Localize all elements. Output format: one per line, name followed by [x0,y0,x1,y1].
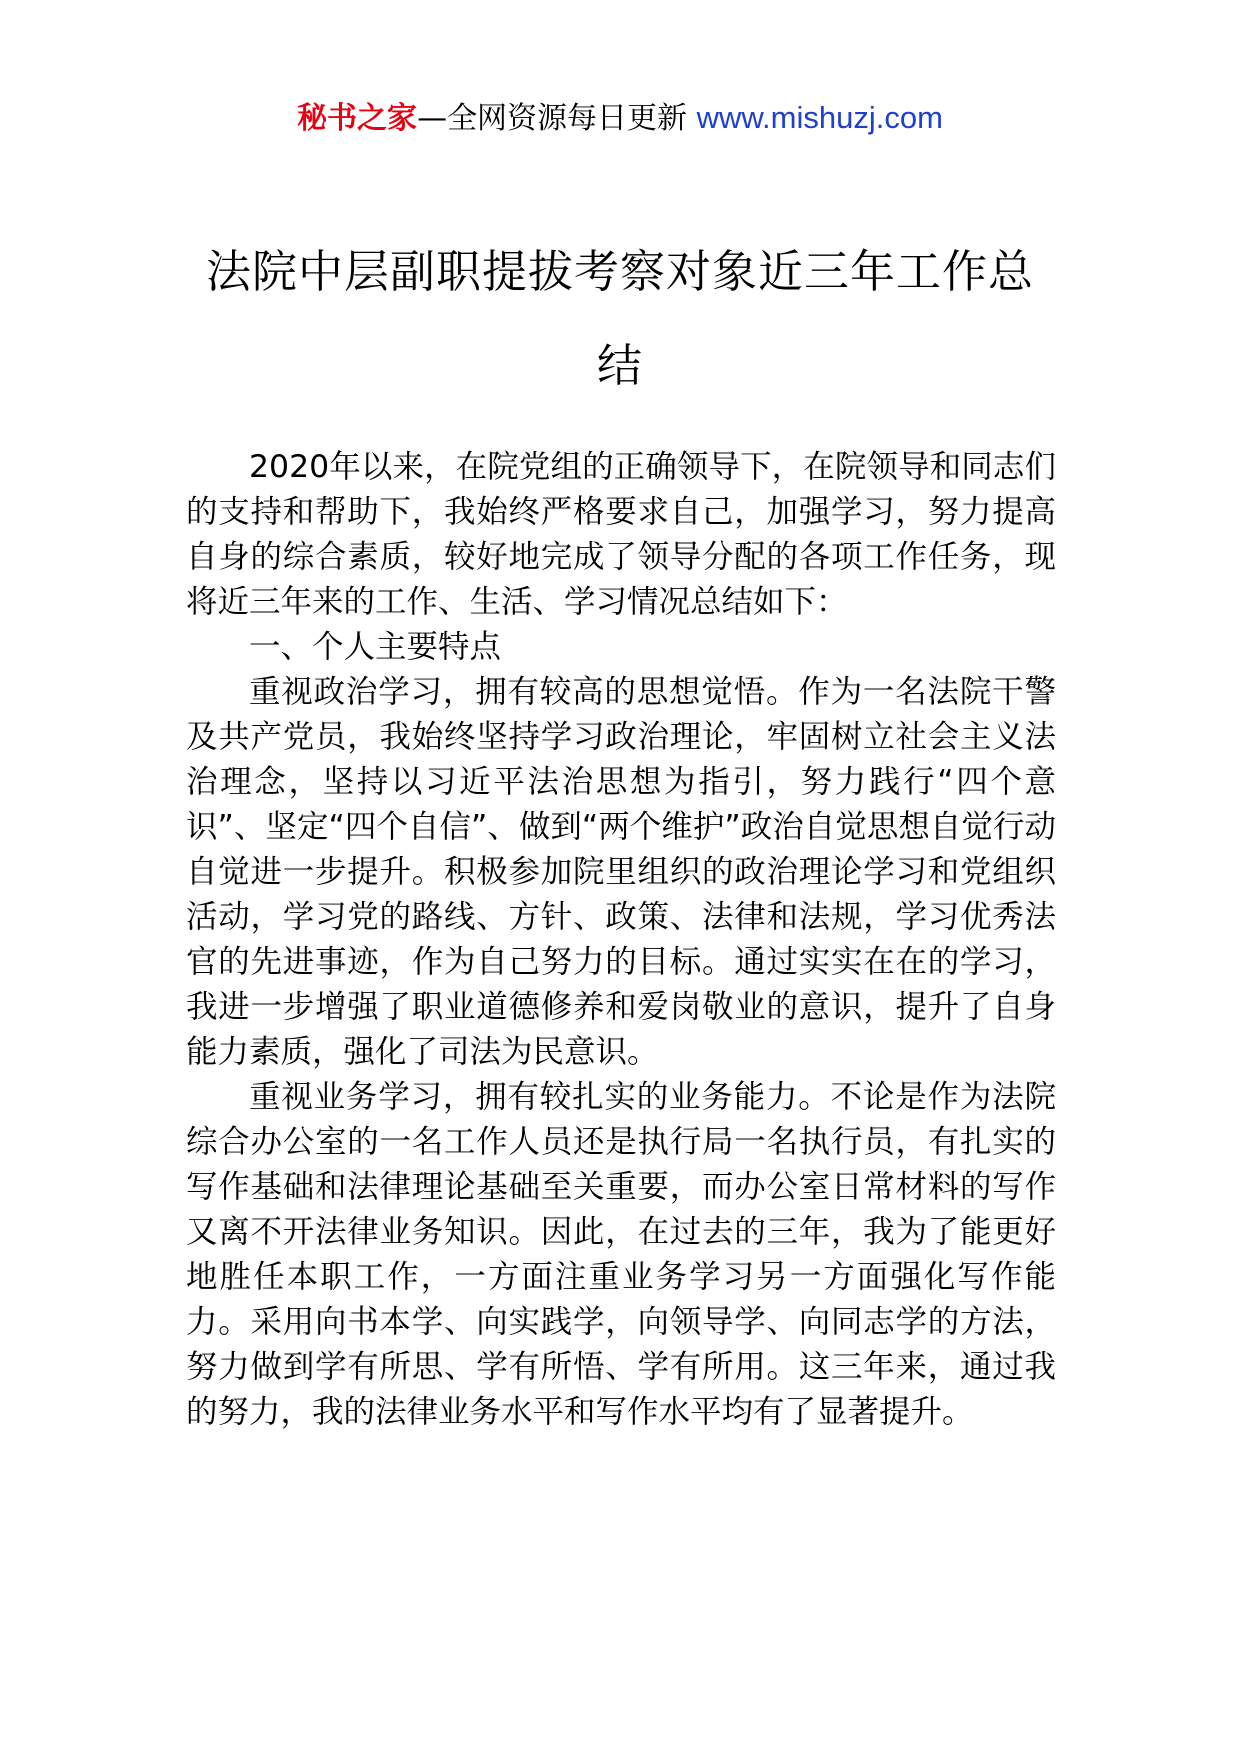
site-header [0,98,1240,139]
site-tagline: —全网资源每日更新 [417,101,697,136]
paragraph-business-study: 重视业务学习，拥有较扎实的业务能力。不论是作为法院综合办公室的一名工作人员还是执行局一名执行员，有扎实的写作基础和法律理论基础至关重要，而办公室日常材料的写作又离不开法律业务知识。因此，在过去的三年，我为了能更好地胜任本职工作，一方面注重业务学习另一方面强化写作能力。采用向书本学、向实践学，向领导学、向同志学的方法，努力做到学有所思、学有所悟、学有所用。这三年来，通过我的努力，我的法律业务水平和写作水平均有了显著提升。 [186,1079,1056,1430]
site-brand: 秘书之家 [297,101,418,136]
section-heading: 一、个人主要特点 [249,629,502,665]
paragraph-intro: 2020年以来，在院党组的正确领导下，在院领导和同志们的支持和帮助下，我始终严格要求自己，加强学习，努力提高自身的综合素质，较好地完成了领导分配的各项工作任务，现将近三年来的工作、生活、学习情况总结如下： [186,449,1056,620]
paragraph-political-study: 重视政治学习，拥有较高的思想觉悟。作为一名法院干警及共产党员，我始终坚持学习政治理论，牢固树立社会主义法治理念，坚持以习近平法治思想为指引，努力践行“四个意识”、坚定“四个自信”、做到“两个维护”政治自觉思想自觉行动自觉进一步提升。积极参加院里组织的政治理论学习和党组织活动，学习党的路线、方针、政策、法律和法规，学习优秀法官的先进事迹，作为自己努力的目标。通过实实在在的学习，我进一步增强了职业道德修养和爱岗敬业的意识，提升了自身能力素质，强化了司法为民意识。 [186,674,1056,1070]
document-title: 法院中层副职提拔考察对象近三年工作总结 [205,245,1034,392]
document-body [186,445,1056,1435]
site-url-link[interactable]: www.mishuzj.com [696,100,943,135]
